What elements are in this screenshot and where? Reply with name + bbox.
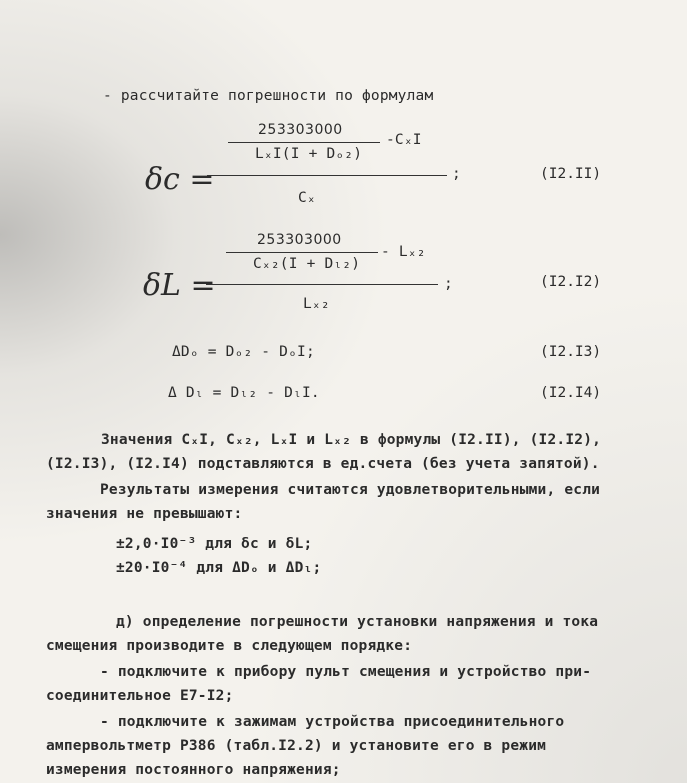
para5-line2: ампервольтметр Р386 (табл.I2.2) и установите его в режим xyxy=(46,738,547,754)
eq2-denominator: Lₓ₂ xyxy=(303,296,330,312)
eq4-number: (I2.I4) xyxy=(540,385,602,401)
eq1-number: (I2.II) xyxy=(540,166,602,182)
eq2-semicolon: ; xyxy=(444,276,453,292)
eq1-semicolon: ; xyxy=(452,166,461,182)
para5-line1: - подключите к зажимам устройства присоединительного xyxy=(100,714,565,730)
para4-line2: соединительное Е7-I2; xyxy=(46,688,234,704)
eq2-constant: 253303000 xyxy=(257,232,342,248)
limit-line-1: ±2,0·I0⁻³ для δc и δL; xyxy=(116,536,313,552)
eq1-main-fraction-bar xyxy=(207,175,447,176)
eq1-inner-fraction-bar xyxy=(228,142,380,143)
para2-line2: значения не превышают: xyxy=(46,506,243,522)
limit-line-2: ±20·I0⁻⁴ для ΔDₒ и ΔDₗ; xyxy=(116,560,322,576)
eq1-minus-term: -CₓI xyxy=(386,132,422,148)
eq2-main-fraction-bar xyxy=(206,284,438,285)
eq2-minus-term: - Lₓ₂ xyxy=(381,244,426,260)
para1-line2: (I2.I3), (I2.I4) подставляются в ед.счета (без учета запятой). xyxy=(46,456,600,472)
eq1-inner-denominator: LₓI(I + Dₒ₂) xyxy=(255,146,363,162)
equation-12-14: Δ Dₗ = Dₗ₂ - DₗI. xyxy=(168,385,320,401)
eq2-lhs: δL = xyxy=(143,268,216,303)
eq1-constant: 253303000 xyxy=(258,122,343,138)
intro-line: - рассчитайте погрешности по формулам xyxy=(103,88,434,104)
para5-line3: измерения постоянного напряжения; xyxy=(46,762,341,778)
eq2-number: (I2.I2) xyxy=(540,274,602,290)
para4-line1: - подключите к прибору пульт смещения и устройство при- xyxy=(100,664,592,680)
eq3-number: (I2.I3) xyxy=(540,344,602,360)
para3-line1: д) определение погрешности установки напряжения и тока xyxy=(116,614,599,630)
equation-12-13: ΔDₒ = Dₒ₂ - DₒI; xyxy=(172,344,315,360)
eq2-inner-denominator: Cₓ₂(I + Dₗ₂) xyxy=(253,256,361,272)
eq2-inner-fraction-bar xyxy=(226,252,378,253)
eq1-lhs: δc = xyxy=(145,162,215,197)
eq1-denominator: Cₓ xyxy=(298,190,316,206)
para2-line1: Результаты измерения считаются удовлетворительными, если xyxy=(100,482,601,498)
para1-line1: Значения CₓI, Cₓ₂, LₓI и Lₓ₂ в формулы (I2.II), (I2.I2), xyxy=(101,432,602,448)
para3-line2: смещения производите в следующем порядке: xyxy=(46,638,413,654)
